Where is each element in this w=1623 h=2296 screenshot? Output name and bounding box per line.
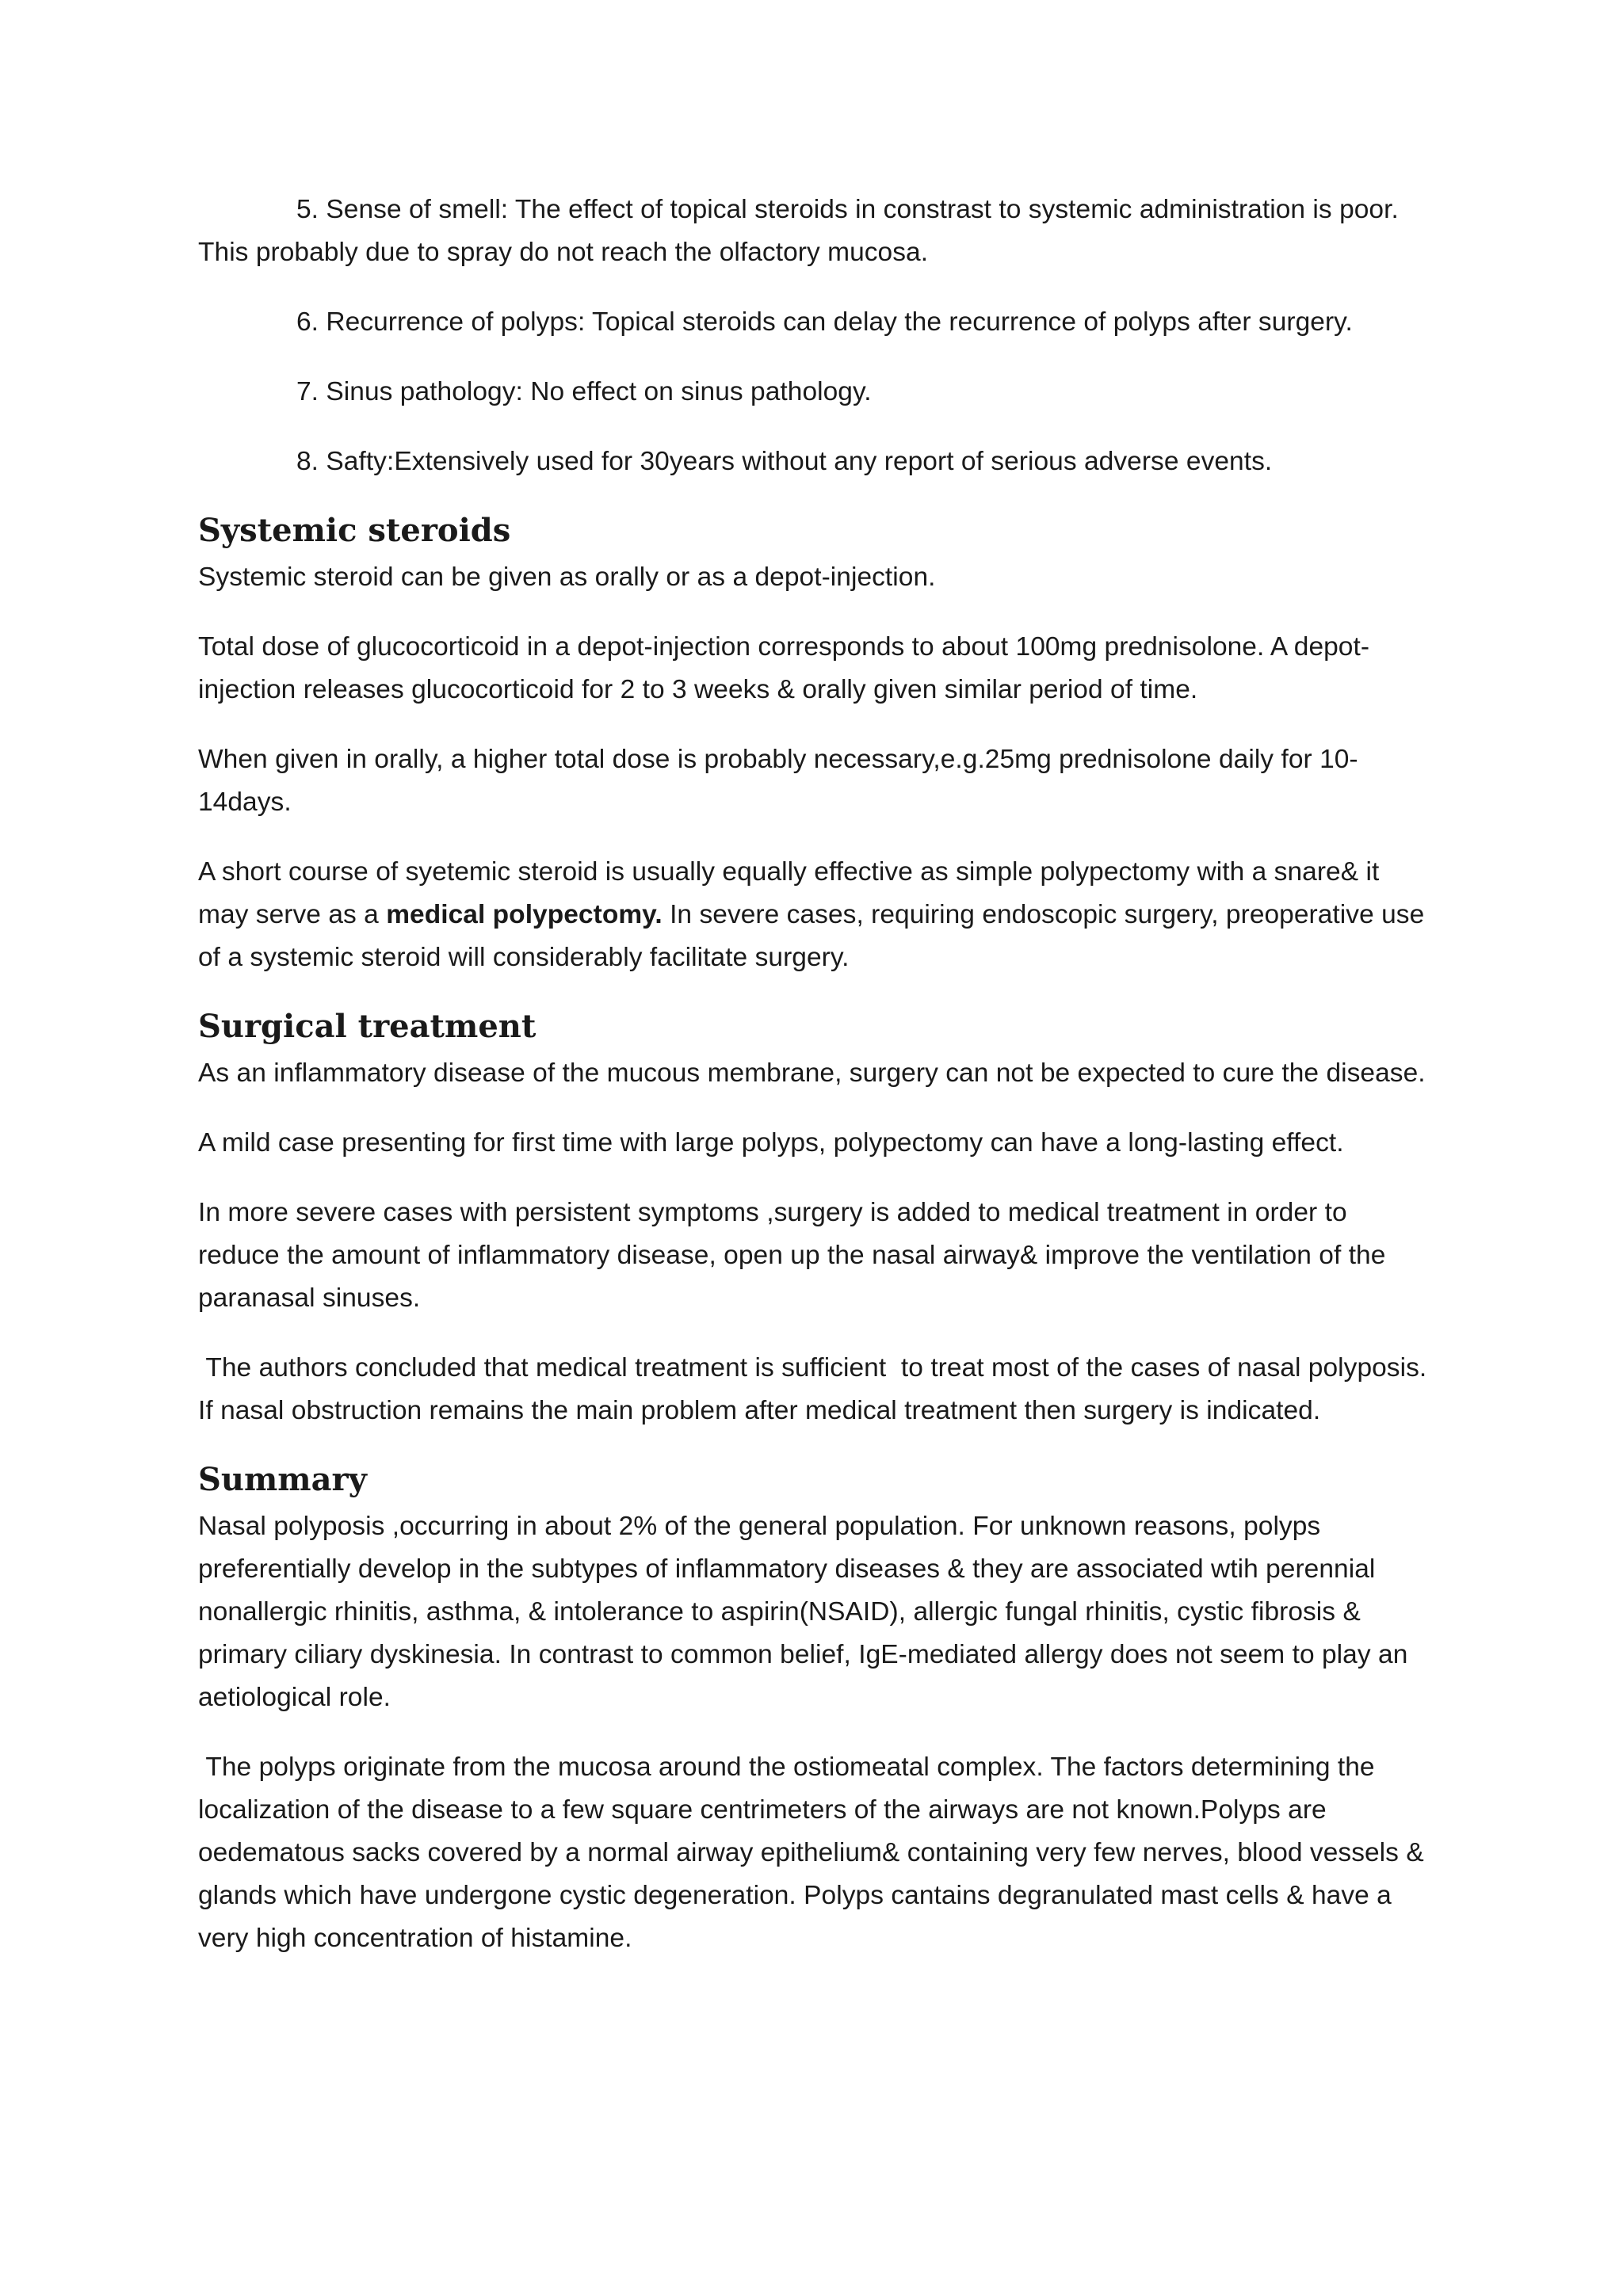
surgical-paragraph-2: A mild case presenting for first time with large polyps, polypectomy can have a long-lasting effect. — [198, 1128, 1344, 1158]
effect-item-sense-of-smell: 5. Sense of smell: The effect of topical steroids in constrast to systemic administration is poor. This probably due to spray do not reach the olfactory mucosa. — [198, 195, 1399, 267]
effect-item-safety: 8. Safty:Extensively used for 30years without any report of serious adverse events. — [296, 447, 1273, 476]
systemic-paragraph-4 — [198, 851, 1434, 979]
summary-paragraph-1: Nasal polyposis ,occurring in about 2% of the general population. For unknown reasons, polyps preferentially develop in the subtypes of inflammatory diseases & they are associated wtih perennial nonallergic rhinitis, asthma, & intolerance to aspirin(NSAID), allergic fungal rhinitis, cystic fibrosis & primary ciliary dyskinesia. In contrast to common belief, IgE-mediated allergy does not seem to play an aetiological role. — [198, 1512, 1408, 1712]
systemic-paragraph-2: Total dose of glucocorticoid in a depot-injection corresponds to about 100mg prednisolone. A depot-injection releases glucocorticoid for 2 to 3 weeks & orally given similar period of time. — [198, 632, 1370, 704]
surgical-paragraph-4: The authors concluded that medical treatment is sufficient to treat most of the cases of nasal polyposis. If nasal obstruction remains the main problem after medical treatment then surgery is indicated. — [198, 1353, 1434, 1425]
surgical-paragraph-3: In more severe cases with persistent symptoms ,surgery is added to medical treatment in order to reduce the amount of inflammatory disease, open up the nasal airway& improve the ventilation of the paranasal sinuses. — [198, 1198, 1386, 1313]
medical-polypectomy-term: medical polypectomy. — [386, 900, 663, 929]
summary-paragraph-2: The polyps originate from the mucosa around the ostiomeatal complex. The factors determining the localization of the disease to a few square centrimeters of the airways are not known.Polyps are oedematous sacks covered by a normal airway epithelium& containing very few nerves, blood vessels & glands which have undergone cystic degeneration. Polyps cantains degranulated mast cells & have a very high concentration of histamine. — [198, 1753, 1432, 1953]
systemic-steroids-heading: Systemic steroids — [198, 512, 511, 549]
systemic-paragraph-1: Systemic steroid can be given as orally or as a depot-injection. — [198, 563, 936, 592]
summary-heading: Summary — [198, 1461, 367, 1498]
surgical-treatment-heading: Surgical treatment — [198, 1008, 537, 1045]
effect-item-recurrence: 6. Recurrence of polyps: Topical steroids can delay the recurrence of polyps after surgery. — [296, 307, 1353, 337]
systemic-p4-text-start: A short course of syetemic steroid is usually equally effective as simple polypectomy with a snare& it may serve as a — [198, 857, 1380, 929]
page-content — [198, 189, 1434, 1987]
effect-item-sinus-pathology: 7. Sinus pathology: No effect on sinus pathology. — [296, 377, 872, 406]
systemic-paragraph-3: When given in orally, a higher total dose is probably necessary,e.g.25mg prednisolone daily for 10-14days. — [198, 745, 1358, 817]
systemic-p4-text-end: In severe cases, requiring endoscopic surgery, preoperative use of a systemic steroid will considerably facilitate surgery. — [198, 900, 1425, 972]
surgical-paragraph-1: As an inflammatory disease of the mucous membrane, surgery can not be expected to cure the disease. — [198, 1058, 1426, 1088]
